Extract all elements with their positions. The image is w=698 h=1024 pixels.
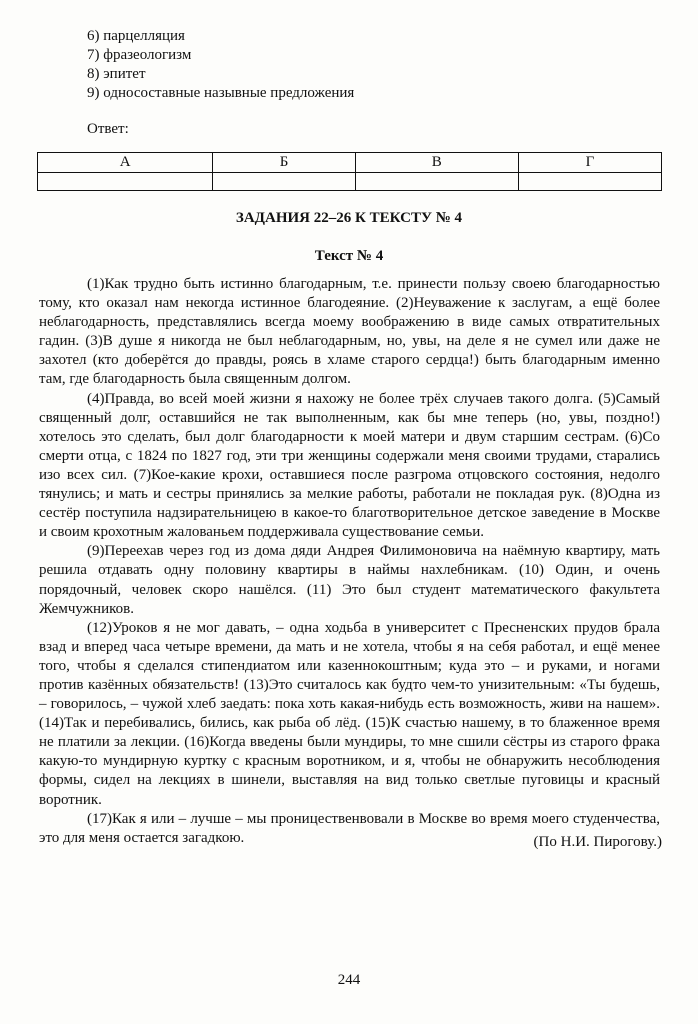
option-7: 7) фразеологизм — [87, 47, 192, 63]
option-9: 9) односоставные назывные предложения — [87, 85, 355, 101]
answer-cell-d[interactable] — [518, 173, 661, 191]
answer-table-header-row — [38, 153, 662, 173]
answer-cell-c[interactable] — [355, 173, 518, 191]
paragraph-1: (1)Как трудно быть истинно благодарным, т.е. принести пользу своею благодарностью тому, кто оказал нам некогда истинное благодеяние. (2)Неуважение к заслугам, а ещё более неблагодарность, представлялись всегда моему воображению в виде самых отвратительных гадин. (3)В душе я никогда не был неблагодарным, но, увы, на деле я не сумел или даже не захотел (кто доберётся до правды, роясь в хламе старого сердца!) быть благодарным именно там, где благодарность была священным долгом. — [39, 276, 660, 388]
option-8: 8) эпитет — [87, 66, 146, 82]
paragraph-3: (9)Переехав через год из дома дяди Андрея Филимоновича на наёмную квартиру, мать решила отдавать одну половину квартиры в наймы нахлебникам. (10) Один, и очень порядочный, человек скоро нашёлся. (11) Это был студент математического факультета Жемчужников. — [39, 543, 660, 617]
paragraph-5: (17)Как я или – лучше – мы проницественвовали в Москве во время моего студенчества, это для меня остается загадкою. — [39, 810, 660, 846]
source-attribution: (По Н.И. Пирогову.) — [533, 834, 662, 850]
answer-table — [37, 152, 662, 191]
option-6: 6) парцелляция — [87, 28, 185, 44]
answer-header-d: Г — [518, 153, 661, 173]
answer-table-input-row — [38, 173, 662, 191]
answer-cell-b[interactable] — [213, 173, 355, 191]
answer-options-list — [87, 27, 354, 103]
answer-header-a: А — [38, 153, 213, 173]
tasks-heading: ЗАДАНИЯ 22–26 К ТЕКСТУ № 4 — [235, 210, 463, 226]
answer-header-b: Б — [213, 153, 355, 173]
paragraph-4: (12)Уроков я не мог давать, – одна ходьба в университет с Пресненских прудов брала взад и вперед часа четыре времени, да мать и не хотела, чтобы я на себя работал, и ещё менее того, чтобы я сделался стипендиатом или казеннокоштным; куда это – и руками, и ногами против казённых обязательств! (13)Это считалось как будто чем-то унизительным: «Ты будешь, – говорилось, – чужой хлеб заедать: пока хоть какая-нибудь есть возможность, живи на нашем». (14)Так и перебивались, бились, как рыба об лёд. (15)К счастью нашему, в то блаженное время не платили за лекции. (16)Когда введены были мундиры, то мне сшили сёстры из старого фрака какую-то мундирную куртку с красным воротником, и я, чтобы не обнаружить несоблюдения формы, сидел на лекциях в шинели, выставляя на вид только светлые пуговицы и красный воротник. — [39, 619, 660, 808]
paragraph-2: (4)Правда, во всей моей жизни я нахожу не более трёх случаев такого долга. (5)Самый священный долг, оставшийся не так выполненным, как бы мне теперь (но, увы, поздно!) хотелось это сделать, был долг благодарности к моей матери и двум старшим сестрам. (6)Со смерти отца, с 1824 по 1827 год, эти три женщины содержали меня своими трудами, старались изо всех сил. (7)Кое-какие крохи, оставшиеся после разгрома отцовского состояния, недолго тянулись; и мать и сестры принялись за мелкие работы, работали не покладая рук. (8)Одна из сестёр поступила надзирательницею в какое-то благотворительное детское заведение в Москве и своим крохотным жалованьем поддерживала существование семьи. — [39, 390, 660, 541]
text-title: Текст № 4 — [314, 248, 384, 264]
text-body — [39, 275, 660, 848]
answer-cell-a[interactable] — [38, 173, 213, 191]
answer-header-c: В — [355, 153, 518, 173]
page-number: 244 — [337, 972, 361, 988]
answer-label: Ответ: — [87, 121, 129, 137]
